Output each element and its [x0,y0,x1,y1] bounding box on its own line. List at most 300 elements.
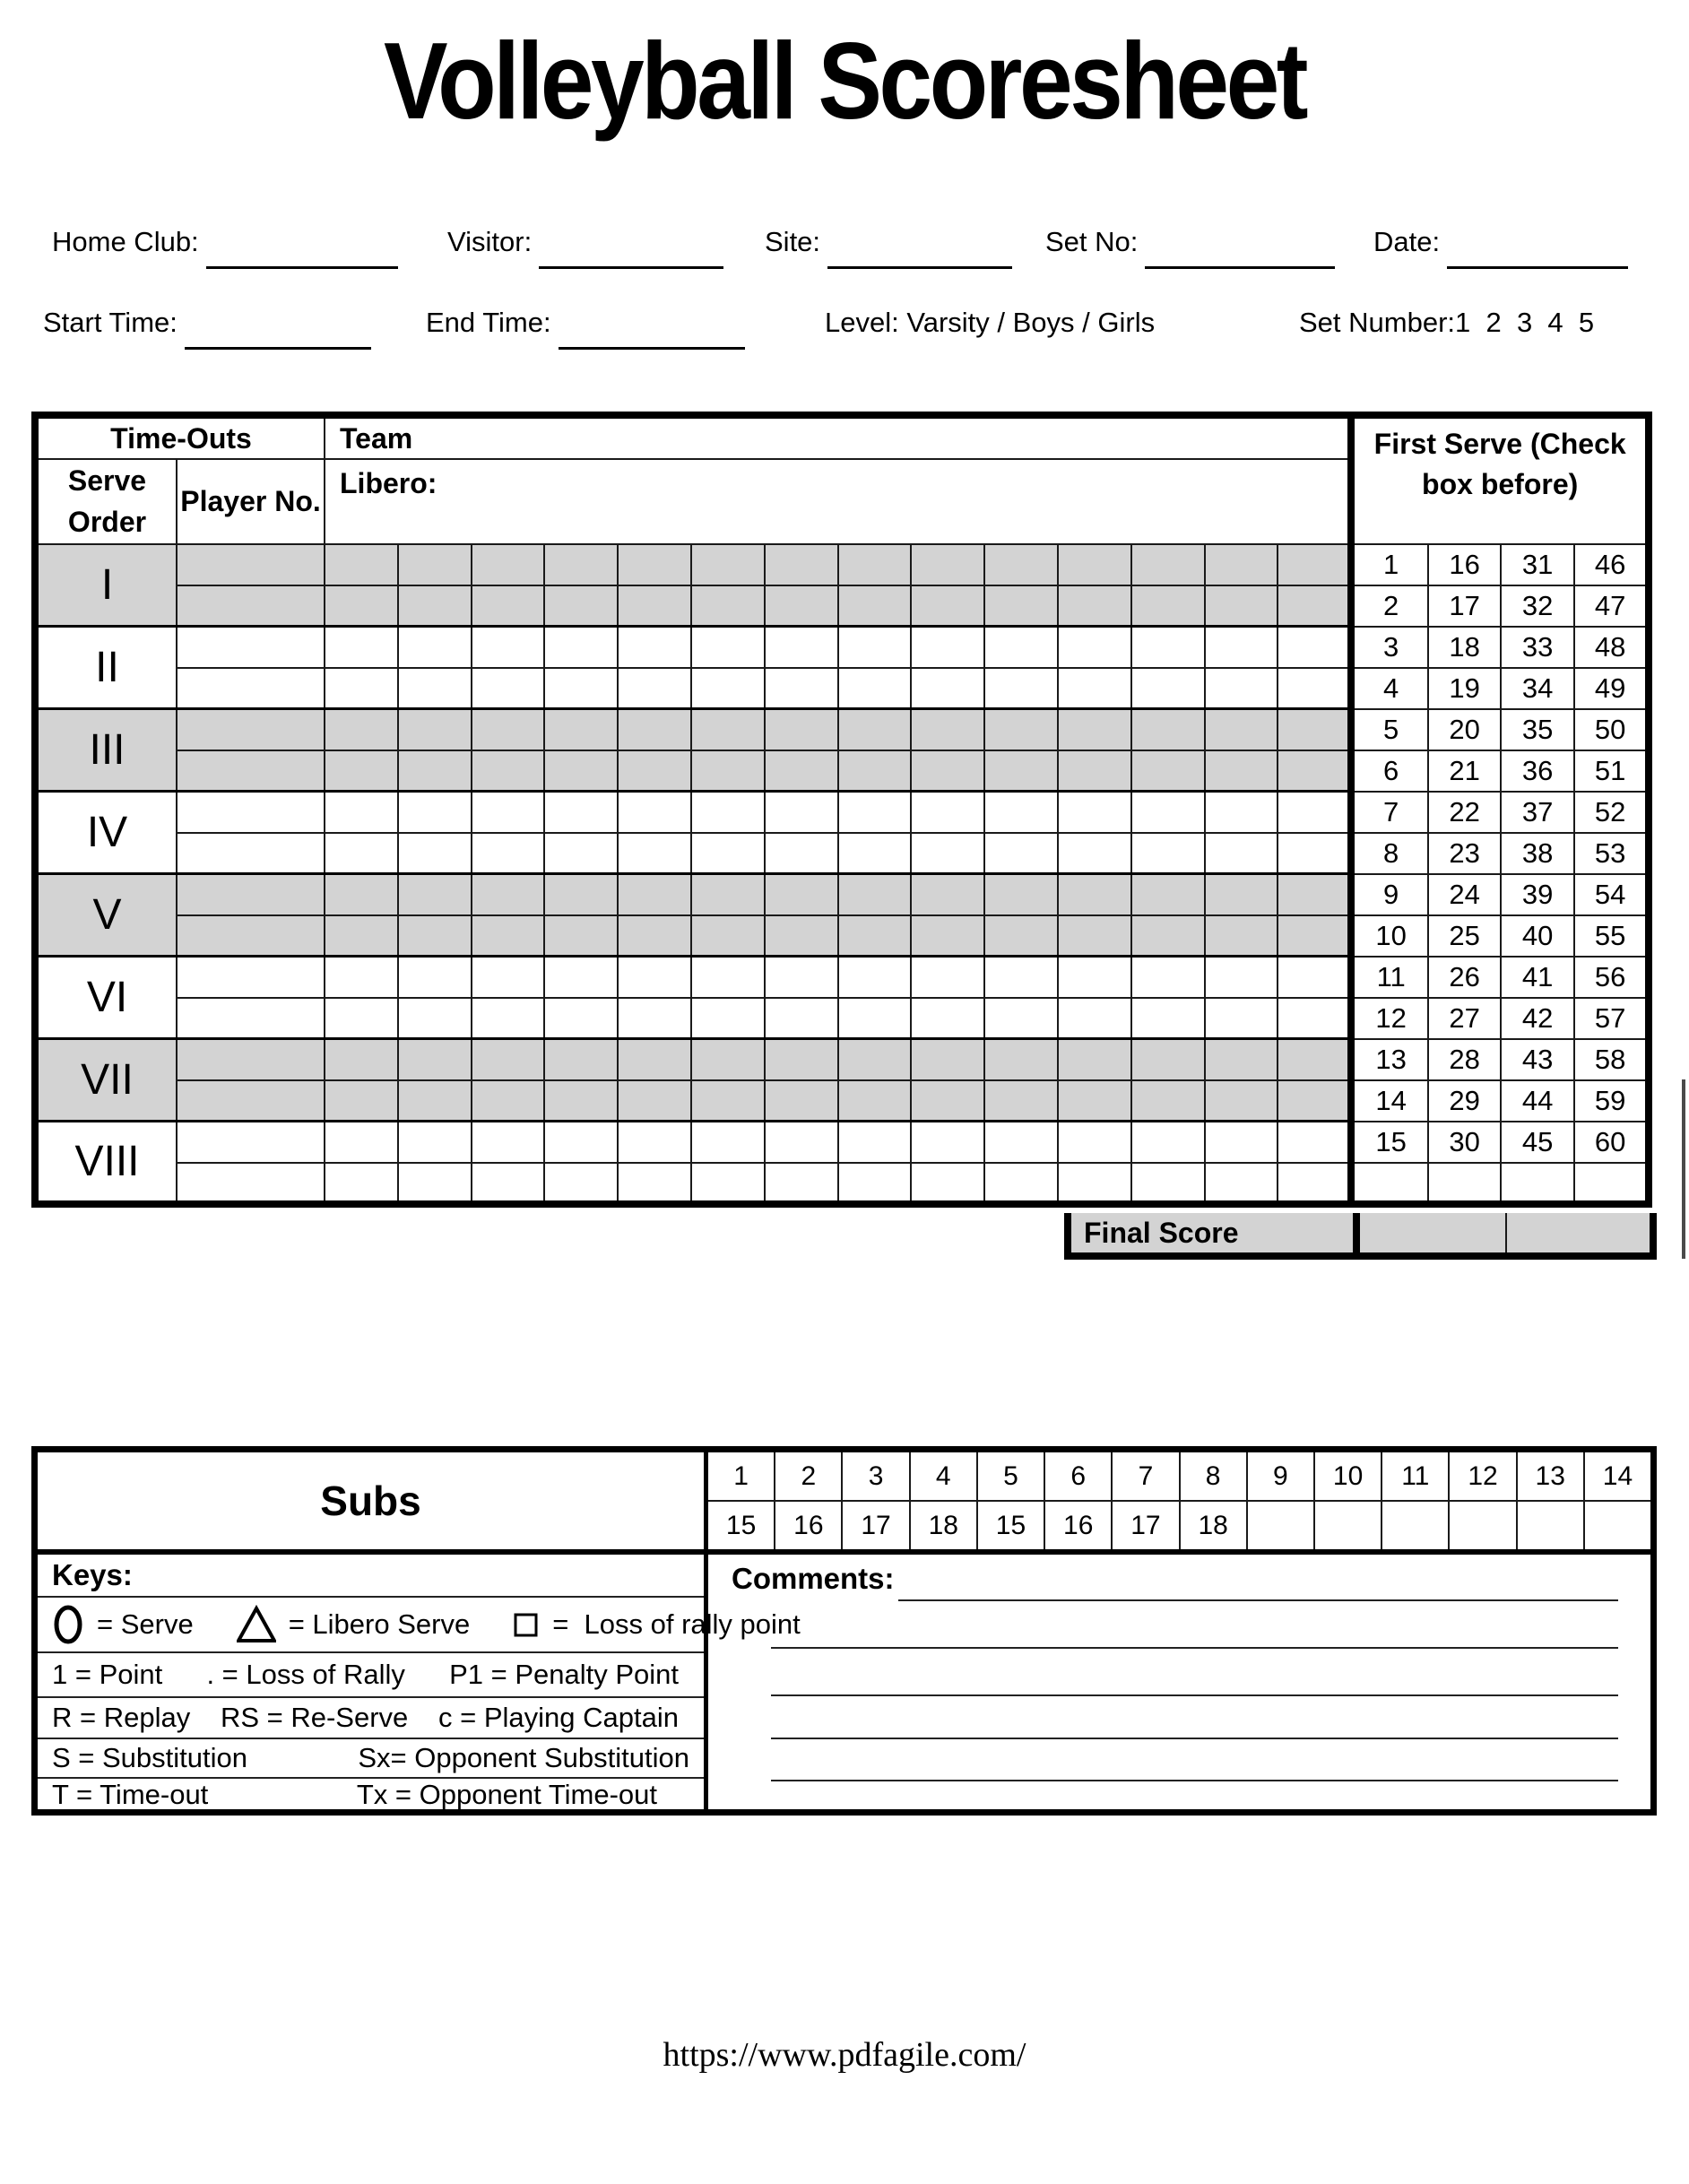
first-serve-number-cell[interactable]: 42 [1501,998,1574,1039]
subs-number-cell[interactable]: 14 [1583,1452,1650,1500]
player-no-cell[interactable] [177,668,325,709]
score-cell[interactable] [1278,874,1351,915]
first-serve-number-cell[interactable]: 24 [1428,874,1501,915]
score-cell[interactable] [325,874,398,915]
score-cell[interactable] [325,544,398,585]
score-cell[interactable] [1058,627,1131,668]
score-cell[interactable] [1058,709,1131,750]
score-cell[interactable] [398,1080,472,1122]
score-cell[interactable] [765,792,838,833]
subs-number-cell[interactable] [1246,1502,1313,1549]
score-cell[interactable] [765,544,838,585]
score-cell[interactable] [911,1122,984,1163]
subs-number-cell[interactable]: 18 [909,1502,976,1549]
score-cell[interactable] [765,874,838,915]
score-cell[interactable] [325,957,398,998]
score-cell[interactable] [398,585,472,627]
first-serve-number-cell[interactable]: 23 [1428,833,1501,874]
score-cell[interactable] [1058,833,1131,874]
score-cell[interactable] [544,874,618,915]
score-cell[interactable] [911,833,984,874]
subs-number-cell[interactable]: 16 [774,1502,841,1549]
score-cell[interactable] [911,750,984,792]
player-no-cell[interactable] [177,833,325,874]
score-cell[interactable] [1278,1122,1351,1163]
score-cell[interactable] [984,1039,1058,1080]
first-serve-number-cell[interactable]: 50 [1574,709,1649,750]
libero-field[interactable]: Libero: [325,459,1351,544]
first-serve-number-cell[interactable]: 15 [1351,1122,1428,1163]
score-cell[interactable] [838,957,912,998]
score-cell[interactable] [544,544,618,585]
player-no-cell[interactable] [177,627,325,668]
score-cell[interactable] [618,544,691,585]
score-cell[interactable] [398,1122,472,1163]
score-cell[interactable] [765,998,838,1039]
first-serve-number-cell[interactable]: 12 [1351,998,1428,1039]
score-cell[interactable] [765,833,838,874]
score-cell[interactable] [618,998,691,1039]
comments-line[interactable] [771,1738,1618,1739]
first-serve-number-cell[interactable]: 57 [1574,998,1649,1039]
score-cell[interactable] [618,750,691,792]
score-cell[interactable] [618,709,691,750]
first-serve-number-cell[interactable]: 60 [1574,1122,1649,1163]
score-cell[interactable] [984,1080,1058,1122]
score-cell[interactable] [1205,833,1278,874]
comments-line[interactable] [771,1780,1618,1781]
score-cell[interactable] [1278,1080,1351,1122]
first-serve-number-cell[interactable]: 10 [1351,915,1428,957]
first-serve-number-cell[interactable]: 35 [1501,709,1574,750]
first-serve-number-cell[interactable]: 37 [1501,792,1574,833]
score-cell[interactable] [984,792,1058,833]
score-cell[interactable] [618,957,691,998]
player-no-cell[interactable] [177,915,325,957]
score-cell[interactable] [544,1039,618,1080]
score-cell[interactable] [1205,750,1278,792]
first-serve-number-cell[interactable]: 40 [1501,915,1574,957]
first-serve-number-cell[interactable]: 6 [1351,750,1428,792]
first-serve-number-cell[interactable]: 54 [1574,874,1649,915]
first-serve-number-cell[interactable]: 49 [1574,668,1649,709]
score-cell[interactable] [1205,544,1278,585]
score-cell[interactable] [838,668,912,709]
subs-number-cell[interactable]: 18 [1179,1502,1246,1549]
first-serve-number-cell[interactable]: 13 [1351,1039,1428,1080]
player-no-cell[interactable] [177,1039,325,1080]
first-serve-number-cell[interactable]: 11 [1351,957,1428,998]
score-cell[interactable] [984,709,1058,750]
first-serve-number-cell[interactable]: 53 [1574,833,1649,874]
score-cell[interactable] [618,1122,691,1163]
score-cell[interactable] [1205,1163,1278,1204]
subs-number-cell[interactable]: 9 [1246,1452,1313,1500]
player-no-cell[interactable] [177,957,325,998]
score-cell[interactable] [911,998,984,1039]
score-cell[interactable] [1278,585,1351,627]
score-cell[interactable] [618,1039,691,1080]
visitor-blank[interactable] [539,266,723,269]
score-cell[interactable] [1278,957,1351,998]
first-serve-number-cell[interactable]: 30 [1428,1122,1501,1163]
first-serve-number-cell[interactable]: 48 [1574,627,1649,668]
score-cell[interactable] [691,1080,765,1122]
subs-number-cell[interactable]: 8 [1179,1452,1246,1500]
score-cell[interactable] [472,627,545,668]
first-serve-number-cell[interactable]: 55 [1574,915,1649,957]
score-cell[interactable] [691,668,765,709]
score-cell[interactable] [325,627,398,668]
score-cell[interactable] [838,792,912,833]
score-cell[interactable] [765,1080,838,1122]
score-cell[interactable] [984,957,1058,998]
score-cell[interactable] [618,874,691,915]
score-cell[interactable] [765,585,838,627]
first-serve-number-cell[interactable]: 33 [1501,627,1574,668]
score-cell[interactable] [911,915,984,957]
first-serve-number-cell[interactable]: 51 [1574,750,1649,792]
score-cell[interactable] [691,1163,765,1204]
score-cell[interactable] [325,709,398,750]
score-cell[interactable] [984,1163,1058,1204]
score-cell[interactable] [618,1163,691,1204]
score-cell[interactable] [984,874,1058,915]
score-cell[interactable] [1131,1163,1205,1204]
score-cell[interactable] [544,957,618,998]
score-cell[interactable] [544,668,618,709]
first-serve-number-cell[interactable] [1428,1163,1501,1204]
player-no-cell[interactable] [177,544,325,585]
first-serve-number-cell[interactable]: 17 [1428,585,1501,627]
score-cell[interactable] [1278,1163,1351,1204]
score-cell[interactable] [618,585,691,627]
score-cell[interactable] [911,874,984,915]
score-cell[interactable] [1131,668,1205,709]
score-cell[interactable] [325,792,398,833]
final-score-home-cell[interactable] [1360,1213,1507,1252]
score-cell[interactable] [984,1122,1058,1163]
score-cell[interactable] [1131,709,1205,750]
score-cell[interactable] [325,585,398,627]
subs-number-cell[interactable]: 17 [841,1502,908,1549]
score-cell[interactable] [765,668,838,709]
first-serve-number-cell[interactable]: 19 [1428,668,1501,709]
score-cell[interactable] [1205,1039,1278,1080]
score-cell[interactable] [1278,915,1351,957]
score-cell[interactable] [838,1122,912,1163]
player-no-cell[interactable] [177,750,325,792]
subs-number-cell[interactable]: 10 [1313,1452,1381,1500]
score-cell[interactable] [544,709,618,750]
subs-number-cell[interactable]: 11 [1381,1452,1448,1500]
first-serve-number-cell[interactable]: 14 [1351,1080,1428,1122]
comments-line[interactable] [771,1647,1618,1649]
first-serve-number-cell[interactable]: 9 [1351,874,1428,915]
score-cell[interactable] [1131,998,1205,1039]
score-cell[interactable] [398,1039,472,1080]
score-cell[interactable] [691,915,765,957]
score-cell[interactable] [1058,1039,1131,1080]
score-cell[interactable] [1058,585,1131,627]
score-cell[interactable] [472,792,545,833]
score-cell[interactable] [472,915,545,957]
score-cell[interactable] [325,1122,398,1163]
first-serve-number-cell[interactable]: 26 [1428,957,1501,998]
score-cell[interactable] [765,1163,838,1204]
score-cell[interactable] [1058,957,1131,998]
player-no-cell[interactable] [177,585,325,627]
first-serve-number-cell[interactable]: 28 [1428,1039,1501,1080]
player-no-cell[interactable] [177,1163,325,1204]
score-cell[interactable] [618,915,691,957]
score-cell[interactable] [1058,915,1131,957]
player-no-cell[interactable] [177,709,325,750]
score-cell[interactable] [838,874,912,915]
score-cell[interactable] [911,544,984,585]
score-cell[interactable] [838,915,912,957]
score-cell[interactable] [1058,1163,1131,1204]
score-cell[interactable] [838,709,912,750]
score-cell[interactable] [1131,1039,1205,1080]
score-cell[interactable] [1131,627,1205,668]
first-serve-number-cell[interactable]: 2 [1351,585,1428,627]
score-cell[interactable] [398,915,472,957]
subs-number-cell[interactable] [1516,1502,1583,1549]
first-serve-number-cell[interactable]: 21 [1428,750,1501,792]
score-cell[interactable] [398,998,472,1039]
comments-line[interactable] [898,1599,1618,1601]
score-cell[interactable] [1058,1122,1131,1163]
player-no-cell[interactable] [177,1080,325,1122]
score-cell[interactable] [1205,585,1278,627]
score-cell[interactable] [544,792,618,833]
score-cell[interactable] [838,1039,912,1080]
score-cell[interactable] [691,750,765,792]
score-cell[interactable] [691,1122,765,1163]
score-cell[interactable] [765,1039,838,1080]
first-serve-number-cell[interactable] [1501,1163,1574,1204]
first-serve-number-cell[interactable] [1351,1163,1428,1204]
site-blank[interactable] [827,266,1012,269]
score-cell[interactable] [325,915,398,957]
score-cell[interactable] [1131,750,1205,792]
subs-number-cell[interactable]: 5 [976,1452,1044,1500]
first-serve-number-cell[interactable]: 3 [1351,627,1428,668]
score-cell[interactable] [1205,1080,1278,1122]
score-cell[interactable] [398,709,472,750]
score-cell[interactable] [691,544,765,585]
first-serve-number-cell[interactable]: 4 [1351,668,1428,709]
score-cell[interactable] [765,915,838,957]
score-cell[interactable] [398,792,472,833]
score-cell[interactable] [472,1163,545,1204]
score-cell[interactable] [472,668,545,709]
first-serve-number-cell[interactable]: 45 [1501,1122,1574,1163]
score-cell[interactable] [398,627,472,668]
first-serve-number-cell[interactable]: 18 [1428,627,1501,668]
subs-number-cell[interactable] [1313,1502,1381,1549]
score-cell[interactable] [984,585,1058,627]
score-cell[interactable] [472,1039,545,1080]
score-cell[interactable] [398,544,472,585]
score-cell[interactable] [1058,792,1131,833]
subs-number-cell[interactable]: 2 [774,1452,841,1500]
score-cell[interactable] [472,998,545,1039]
home-club-blank[interactable] [206,266,398,269]
score-cell[interactable] [472,750,545,792]
score-cell[interactable] [691,874,765,915]
score-cell[interactable] [472,1080,545,1122]
score-cell[interactable] [325,1039,398,1080]
subs-number-cell[interactable] [1583,1502,1650,1549]
score-cell[interactable] [398,750,472,792]
score-cell[interactable] [691,833,765,874]
first-serve-number-cell[interactable]: 7 [1351,792,1428,833]
first-serve-number-cell[interactable]: 1 [1351,544,1428,585]
score-cell[interactable] [544,627,618,668]
first-serve-number-cell[interactable]: 32 [1501,585,1574,627]
subs-number-cell[interactable]: 15 [725,1510,757,1540]
score-cell[interactable] [1205,709,1278,750]
score-cell[interactable] [1131,585,1205,627]
score-cell[interactable] [911,668,984,709]
subs-number-cell[interactable]: 4 [909,1452,976,1500]
score-cell[interactable] [544,915,618,957]
score-cell[interactable] [838,998,912,1039]
score-cell[interactable] [472,544,545,585]
score-cell[interactable] [765,750,838,792]
score-cell[interactable] [1131,874,1205,915]
score-cell[interactable] [984,915,1058,957]
first-serve-number-cell[interactable]: 27 [1428,998,1501,1039]
score-cell[interactable] [691,792,765,833]
score-cell[interactable] [325,750,398,792]
first-serve-number-cell[interactable]: 31 [1501,544,1574,585]
first-serve-number-cell[interactable]: 43 [1501,1039,1574,1080]
score-cell[interactable] [1131,1122,1205,1163]
first-serve-number-cell[interactable]: 36 [1501,750,1574,792]
score-cell[interactable] [1058,998,1131,1039]
score-cell[interactable] [618,1080,691,1122]
end-time-blank[interactable] [559,347,745,350]
score-cell[interactable] [1278,792,1351,833]
score-cell[interactable] [472,709,545,750]
score-cell[interactable] [1278,709,1351,750]
score-cell[interactable] [765,1122,838,1163]
score-cell[interactable] [398,957,472,998]
score-cell[interactable] [472,1122,545,1163]
score-cell[interactable] [1205,998,1278,1039]
subs-number-cell[interactable] [1381,1502,1448,1549]
score-cell[interactable] [618,627,691,668]
first-serve-number-cell[interactable]: 29 [1428,1080,1501,1122]
subs-number-cell[interactable]: 6 [1044,1452,1111,1500]
score-cell[interactable] [544,998,618,1039]
score-cell[interactable] [1205,915,1278,957]
score-cell[interactable] [691,1039,765,1080]
score-cell[interactable] [1278,544,1351,585]
score-cell[interactable] [691,709,765,750]
score-cell[interactable] [1058,1080,1131,1122]
player-no-cell[interactable] [177,1122,325,1163]
score-cell[interactable] [911,792,984,833]
score-cell[interactable] [1058,544,1131,585]
score-cell[interactable] [691,957,765,998]
score-cell[interactable] [838,1080,912,1122]
first-serve-number-cell[interactable] [1574,1163,1649,1204]
score-cell[interactable] [765,709,838,750]
score-cell[interactable] [1278,998,1351,1039]
score-cell[interactable] [838,627,912,668]
score-cell[interactable] [984,833,1058,874]
score-cell[interactable] [838,833,912,874]
comments-line[interactable] [771,1694,1618,1696]
first-serve-number-cell[interactable]: 46 [1574,544,1649,585]
score-cell[interactable] [544,1080,618,1122]
score-cell[interactable] [765,627,838,668]
subs-number-cell[interactable]: 17 [1111,1502,1178,1549]
score-cell[interactable] [911,1080,984,1122]
date-blank[interactable] [1447,266,1628,269]
score-cell[interactable] [838,585,912,627]
score-cell[interactable] [618,833,691,874]
score-cell[interactable] [618,792,691,833]
first-serve-number-cell[interactable]: 20 [1428,709,1501,750]
score-cell[interactable] [911,1039,984,1080]
score-cell[interactable] [691,998,765,1039]
score-cell[interactable] [911,585,984,627]
score-cell[interactable] [325,998,398,1039]
score-cell[interactable] [398,1163,472,1204]
score-cell[interactable] [984,668,1058,709]
score-cell[interactable] [325,833,398,874]
score-cell[interactable] [984,750,1058,792]
score-cell[interactable] [838,750,912,792]
subs-number-cell[interactable]: 7 [1111,1452,1178,1500]
score-cell[interactable] [398,668,472,709]
score-cell[interactable] [1131,915,1205,957]
first-serve-number-cell[interactable]: 25 [1428,915,1501,957]
score-cell[interactable] [544,750,618,792]
score-cell[interactable] [1131,792,1205,833]
final-score-visitor-cell[interactable] [1507,1213,1650,1252]
score-cell[interactable] [1205,668,1278,709]
first-serve-number-cell[interactable]: 39 [1501,874,1574,915]
first-serve-number-cell[interactable]: 52 [1574,792,1649,833]
score-cell[interactable] [325,668,398,709]
score-cell[interactable] [1278,833,1351,874]
set-no-blank[interactable] [1145,266,1335,269]
first-serve-number-cell[interactable]: 59 [1574,1080,1649,1122]
score-cell[interactable] [1131,1080,1205,1122]
first-serve-number-cell[interactable]: 34 [1501,668,1574,709]
score-cell[interactable] [544,585,618,627]
subs-number-cell[interactable]: 15 [976,1502,1044,1549]
score-cell[interactable] [1205,957,1278,998]
first-serve-number-cell[interactable]: 38 [1501,833,1574,874]
score-cell[interactable] [691,627,765,668]
score-cell[interactable] [1205,627,1278,668]
score-cell[interactable] [1131,957,1205,998]
subs-number-cell[interactable]: 13 [1516,1452,1583,1500]
subs-number-cell[interactable]: 16 [1044,1502,1111,1549]
score-cell[interactable] [838,1163,912,1204]
first-serve-number-cell[interactable]: 8 [1351,833,1428,874]
first-serve-number-cell[interactable]: 16 [1428,544,1501,585]
score-cell[interactable] [398,874,472,915]
start-time-blank[interactable] [185,347,371,350]
